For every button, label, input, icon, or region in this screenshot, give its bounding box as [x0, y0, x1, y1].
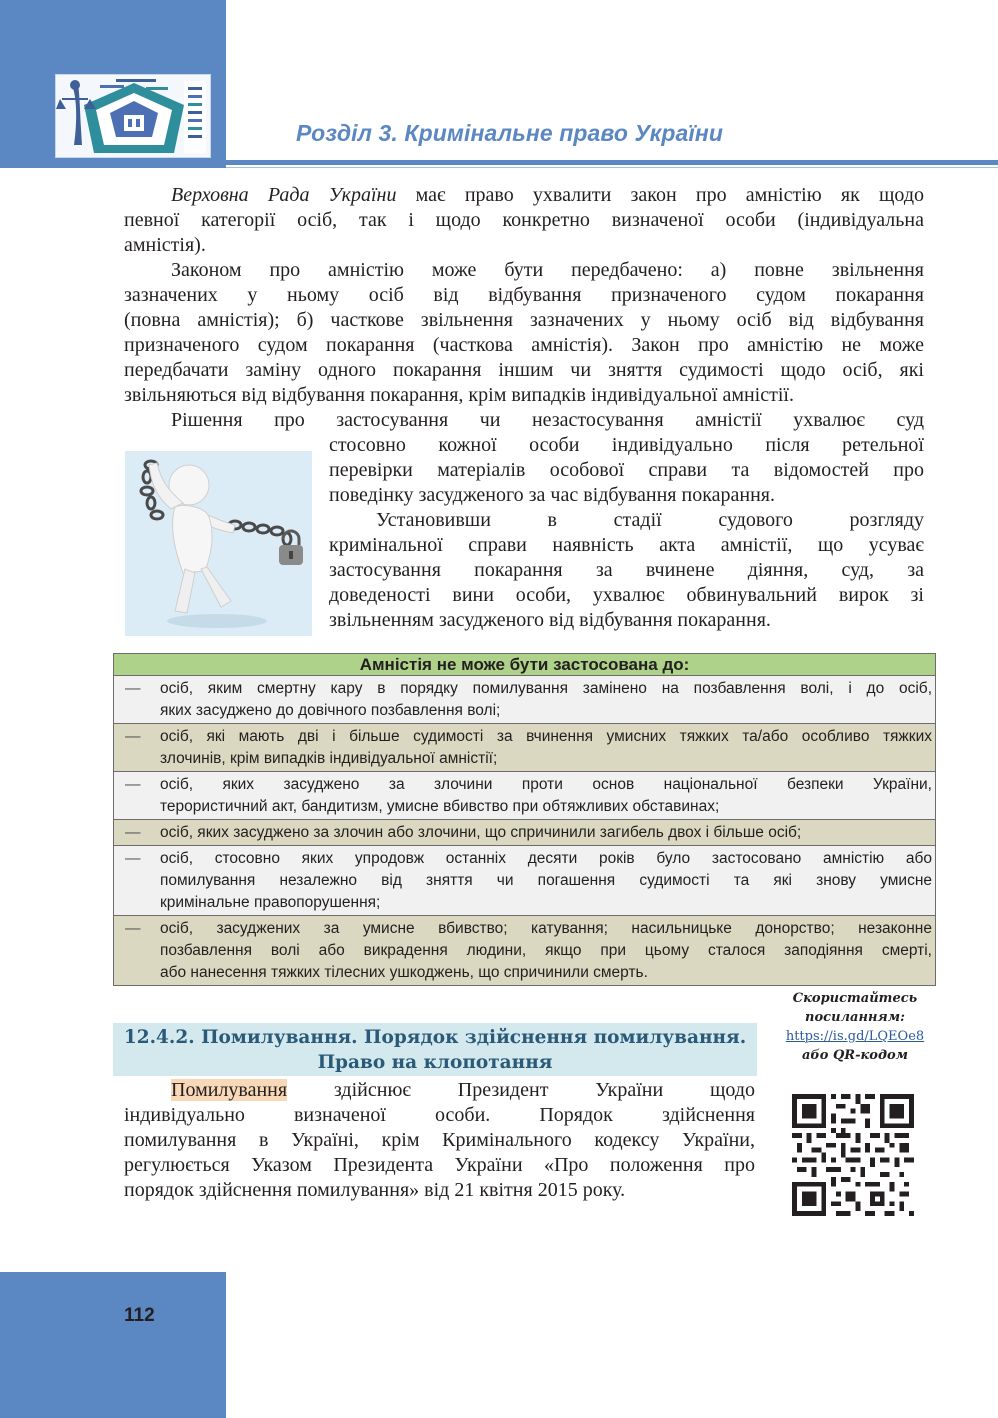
italic-lead: Верховна Рада України [171, 184, 397, 206]
paragraph-line: індивідуально визначеної особи. Порядок здійснення [124, 1104, 755, 1126]
qr-note-line: або QR-кодом [801, 1048, 909, 1063]
row-line: кримінальне правопорушення; [160, 894, 381, 911]
row-line: помилування незалежно від зняття чи погашення судимості та які знову умисне [160, 872, 932, 889]
paragraph-line: Законом про амністію може бути передбачено: а) повне звільнення [171, 259, 924, 281]
dash-marker: — [125, 850, 141, 867]
paragraph-line: звільненням засудженого від відбування покарання. [329, 609, 771, 631]
paragraph-line: Помилування здійснює Президент України щодо [171, 1079, 755, 1101]
footer-side-band [0, 1272, 226, 1418]
row-line: або нанесення тяжких тілесних ушкоджень, що спричинили смерть. [160, 964, 648, 981]
paragraph-amnesty-law [124, 258, 924, 408]
paragraph-line: передбачати заміну одного покарання іншим чи зняття судимості щодо осіб, які [124, 359, 924, 381]
paragraph-line: амністія). [124, 234, 206, 256]
row-line: позбавлення волі або викрадення людини, якщо при цьому сталося заподіяння смерті, [160, 942, 932, 959]
paragraph-line: стосовно кожної особи індивідуально після ретельної [329, 434, 924, 456]
amnesty-exclusions-table [113, 653, 936, 986]
dash-marker: — [125, 920, 141, 937]
paragraph-line: певної категорії осіб, так і щодо конкретно визначеної особи (індивідуальна [124, 209, 924, 231]
paragraph-verkhovna-rada [124, 183, 924, 258]
paragraph-line: застосування покарання за вчинене діяння, суд, за [329, 559, 924, 581]
paragraph-line: звільняються від відбування покарання, крім випадків індивідуальної амністії. [124, 384, 794, 406]
paragraph-line: Верховна Рада України має право ухвалити закон про амністію як щодо [171, 184, 924, 206]
row-line: злочинів, крім випадків індивідуальної амністії; [160, 750, 498, 767]
paragraph-line: доведеності вини особи, ухвалює обвинувальний вирок зі [329, 584, 924, 606]
qr-code-icon[interactable] [792, 1094, 914, 1216]
chains-breaking-figure-icon [125, 451, 312, 636]
qr-note-line: посиланням: [805, 1010, 905, 1025]
table-row [114, 772, 935, 820]
dash-marker: — [125, 728, 141, 745]
qr-link-note [777, 989, 933, 1065]
section-heading [113, 1023, 757, 1076]
table-row [114, 724, 935, 772]
paragraph-line: Установивши в стадії судового розгляду [376, 509, 924, 531]
paragraph-line: Рішення про застосування чи незастосування амністії ухвалює суд [171, 409, 924, 431]
paragraph-court-decision [124, 408, 924, 433]
dash-marker: — [125, 824, 141, 841]
paragraph-line: поведінку засудженого за час відбування покарання. [329, 484, 775, 506]
paragraph-trial-stage [329, 508, 924, 633]
paragraph-line: регулюється Указом Президента України «Про положення про [124, 1154, 755, 1176]
row-line: осіб, яких засуджено за злочини проти основ національної безпеки України, [160, 776, 932, 793]
dash-marker: — [125, 776, 141, 793]
row-line: осіб, засуджених за умисне вбивство; катування; насильницьке донорство; незаконне [160, 920, 932, 937]
highlighted-term: Помилування [171, 1079, 288, 1101]
row-line: осіб, які мають дві і більше судимості за вчинення умисних тяжких та/або особливо тяжких [160, 728, 932, 745]
table-row [114, 846, 935, 916]
row-line: терористичний акт, бандитизм, умисне вбивство при обтяжливих обставинах; [160, 798, 720, 815]
paragraph-line: кримінальної справи наявність акта амністії, що усуває [329, 534, 924, 556]
page-number: 112 [124, 1305, 155, 1326]
paragraph-line: призначеного судом покарання (часткова амністія). Закон про амністію не може [124, 334, 924, 356]
row-line: осіб, яких засуджено за злочин або злочини, що спричинили загибель двох і більше осіб; [160, 824, 802, 841]
resource-link[interactable]: https://is.gd/LQEOe8 [785, 1029, 925, 1044]
paragraph-line: помилування в Україні, крім Кримінального кодексу України, [124, 1129, 755, 1151]
header-rule [226, 160, 998, 165]
paragraph-line: порядок здійснення помилування» від 21 квітня 2015 року. [124, 1179, 626, 1201]
table-row [114, 916, 935, 985]
qr-note-line: Скористайтесь [792, 991, 918, 1006]
table-row [114, 820, 935, 846]
row-line: осіб, стосовно яких упродовж останніх десяти років було застосовано амністію або [160, 850, 932, 867]
table-row [114, 676, 935, 724]
header-rule-thin [226, 167, 998, 168]
dash-marker: — [125, 680, 141, 697]
row-line: осіб, яким смертну кару в порядку помилування замінено на позбавлення волі, і до осіб, [160, 680, 932, 697]
paragraph-line: перевірки матеріалів особової справи та відомостей про [329, 459, 924, 481]
paragraph-pardon [124, 1078, 755, 1203]
paragraph-line: (повна амністія); б) часткове звільнення зазначених у ньому осіб від відбування [124, 309, 924, 331]
chapter-title: Розділ 3. Кримінальне право України [296, 120, 724, 146]
table-title: Амністія не може бути застосована до: [114, 654, 935, 676]
paragraph-line: зазначених у ньому осіб від відбування призначеного судом покарання [124, 284, 924, 306]
row-line: яких засуджено до довічного позбавлення волі; [160, 702, 501, 719]
chapter-logo-icon [55, 74, 211, 158]
section-heading-line: Право на клопотання [317, 1052, 553, 1073]
paragraph-court-decision-continued [329, 433, 924, 508]
section-heading-line: 12.4.2. Помилування. Порядок здійснення помилування. [123, 1027, 747, 1048]
